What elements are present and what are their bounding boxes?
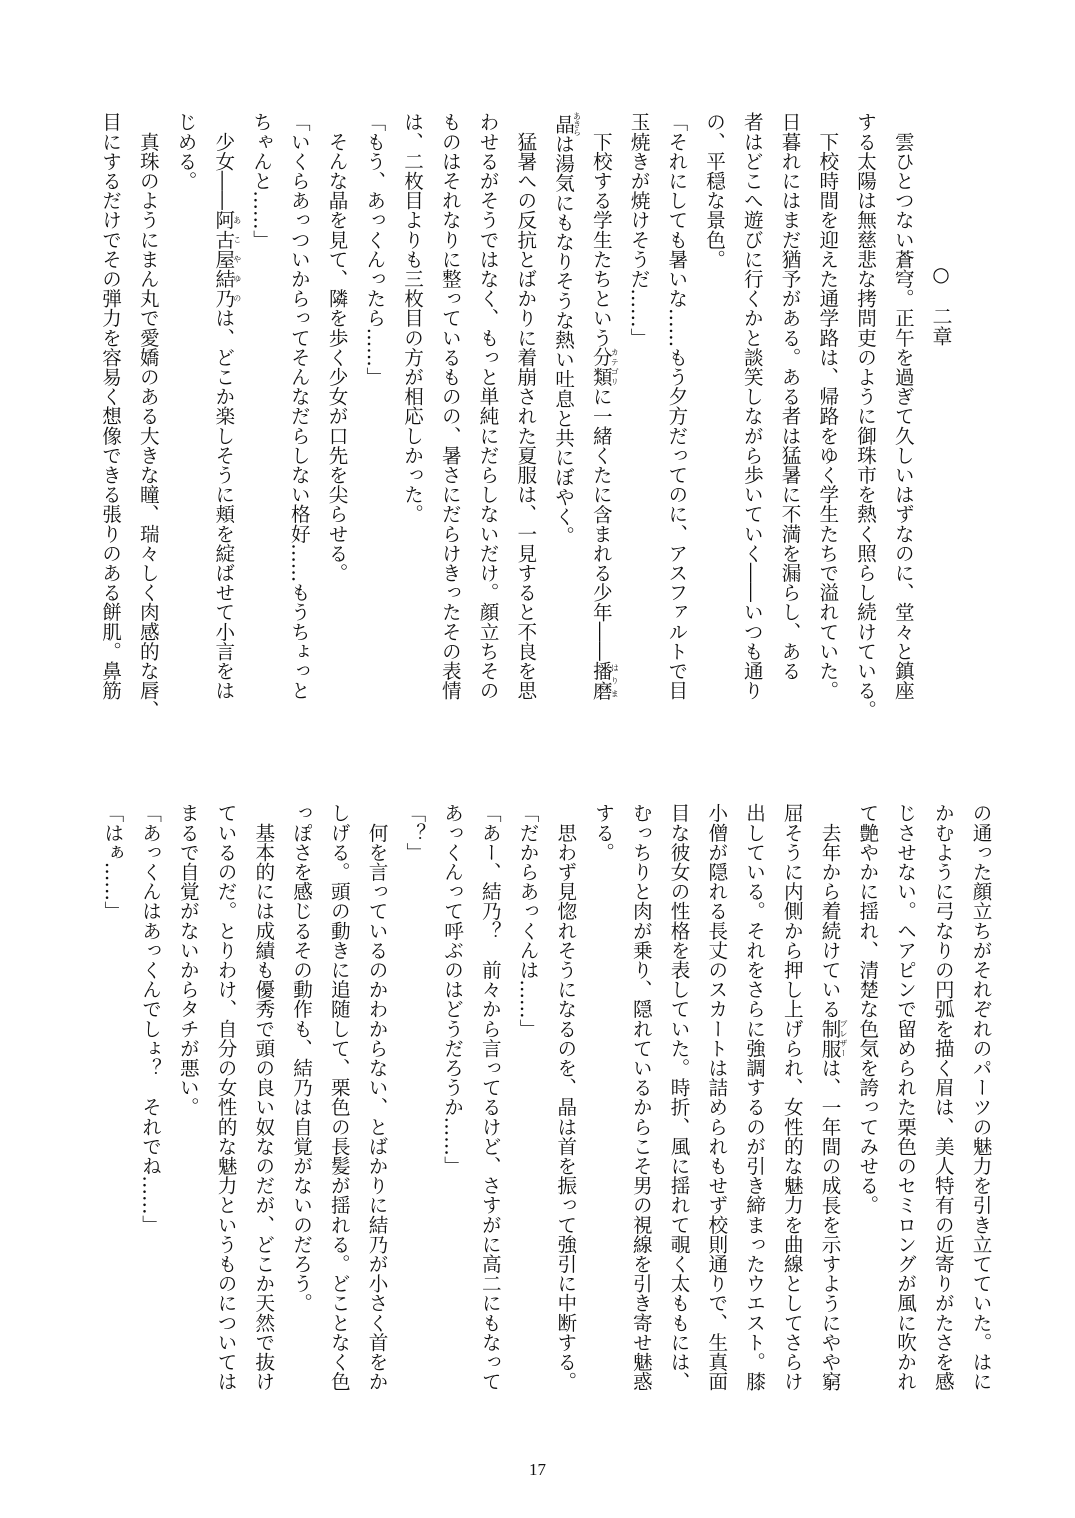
text-segment: 日暮れにはまだ猶予がある。ある者は猛暑に不満を漏らし、ある [778, 112, 801, 681]
ruby-word [211, 210, 242, 308]
text-line [431, 112, 469, 724]
text-segment: 雲ひとつない蒼穹。正午を過ぎて久しいはずなのに、堂々と鎮座 [891, 112, 915, 700]
text-segment: の通った顔立ちがそれぞれのパーツの魅力を引き立てていた。はに [969, 803, 992, 1391]
ruby-word [551, 112, 582, 136]
ruby-word [589, 347, 620, 387]
text-line [961, 803, 999, 1415]
text-line [695, 112, 733, 724]
text-segment: 「もう、あっくんったら……」 [362, 112, 386, 387]
text-line [544, 112, 582, 724]
text-line [282, 803, 320, 1415]
text-line [848, 803, 886, 1415]
text-line [204, 112, 242, 724]
text-line [924, 803, 962, 1415]
text-segment: 基本的には成績も優秀で頭の良い奴なのだが、どこか天然で抜け [251, 803, 275, 1391]
text-line [91, 112, 129, 724]
text-line [93, 803, 131, 1415]
text-segment: っぽさを感じるその動作も、結乃は自覚がないのだろう。 [289, 803, 313, 1313]
text-segment: する太陽は無慈悲な拷問吏のように御珠市を熱く照らし続けている。 [853, 112, 877, 720]
text-segment: 「？」 [402, 803, 426, 862]
text-line [735, 803, 773, 1415]
text-segment: 少女―― [211, 112, 235, 210]
text-segment: 「あー、結乃？ 前々から言ってるけど、さすがに高二にもなって [478, 803, 502, 1391]
text-line [697, 803, 735, 1415]
ruby-word [589, 660, 620, 700]
text-segment: わせるがそうではなく、もっと単純にだらしないだけ。顔立ちその [476, 112, 499, 700]
text-line [206, 803, 244, 1415]
text-segment: 「いくらあっついからってそんなだらしない格好……もうちょっと [287, 112, 311, 700]
text-line [773, 803, 811, 1415]
text-segment: じめる。 [174, 112, 197, 191]
ruby-reading: カテゴリ [610, 347, 620, 387]
text-segment: ているのだ。とりわけ、自分の女性的な魅力というものについては [214, 803, 237, 1391]
text-line [733, 112, 771, 724]
ruby-base: 阿古屋結乃 [211, 210, 235, 308]
ruby-base: 晶 [551, 112, 575, 136]
ruby-base: 播磨 [589, 660, 613, 700]
text-segment: は、一年間の成長を示すようにやや窮 [818, 1057, 841, 1392]
text-line [546, 803, 584, 1415]
text-segment: 玉焼きが焼けそうだ……」 [627, 112, 650, 348]
text-line [506, 112, 544, 724]
text-line [582, 112, 620, 724]
ruby-base: 制服 [818, 1018, 841, 1058]
text-segment: 真珠のようにまん丸で愛嬌のある大きな瞳、瑞々しく肉感的な唇、 [136, 112, 160, 720]
text-segment: 思わず見惚れそうになるのを、晶は首を振って強引に中断する。 [553, 803, 577, 1391]
text-segment: て艶やかに揺れ、清楚な色気を誇ってみせる。 [855, 803, 879, 1215]
text-segment: まるで自覚がないからタチが悪い。 [176, 803, 200, 1117]
text-segment: 者はどこへ遊びに行くかと談笑しながら歩いていく――いつも通り [740, 112, 764, 700]
text-line [468, 112, 506, 724]
text-line [846, 112, 884, 724]
text-line [619, 112, 657, 724]
ruby-reading: あきら [572, 112, 582, 136]
text-block-top [91, 112, 959, 724]
ruby-reading: あこやゆの [232, 210, 242, 308]
text-segment: かむように弓なりの円弧を描く眉は、美人特有の近寄りがたさを感 [931, 803, 955, 1391]
text-line [471, 803, 509, 1415]
ruby-reading: はりま [610, 660, 620, 700]
text-segment: は、どこか楽しそうに頬を綻ばせて小言をは [211, 308, 235, 700]
text-line [169, 803, 207, 1415]
text-line [317, 112, 355, 724]
text-line [622, 803, 660, 1415]
text-line [280, 112, 318, 724]
text-segment: 猛暑への反抗とばかりに着崩された夏服は、一見すると不良を思 [513, 112, 537, 700]
ruby-word [818, 1018, 848, 1058]
text-segment: 下校時間を迎えた通学路は、帰路をゆく学生たちで溢れていた。 [815, 112, 839, 700]
text-segment: は、二枚目よりも三枚目の方が相応しかった。 [400, 112, 424, 524]
text-segment: しげる。頭の動きに追随して、栗色の長髪が揺れる。どことなく色 [327, 803, 351, 1391]
text-segment: そんな晶を見て、隣を歩く少女が口先を尖らせる。 [325, 112, 348, 583]
text-segment: は湯気にもなりそうな熱い吐息と共にぼやく。 [551, 133, 575, 546]
text-segment: 「はぁ……」 [100, 803, 124, 921]
text-line [810, 803, 848, 1415]
text-line [433, 803, 471, 1415]
text-line [886, 803, 924, 1415]
text-segment: 目にするだけでその弾力を容易く想像できる張りのある餅肌。鼻筋 [98, 112, 122, 700]
text-segment: 下校する学生たちという [589, 112, 613, 348]
chapter-heading: ○ 二章 [929, 262, 953, 346]
text-segment: ものはそれなりに整っているものの、暑さにだらけきったその表情 [438, 112, 462, 700]
text-line [244, 803, 282, 1415]
text-segment: 屈そうに内側から押し上げられ、女性的な魅力を曲線としてさらけ [780, 803, 804, 1391]
text-line [355, 112, 393, 724]
text-line [508, 803, 546, 1415]
text-block-bottom [93, 803, 999, 1415]
text-line [166, 112, 204, 724]
text-line [129, 112, 167, 724]
text-line [808, 112, 846, 724]
text-segment: 去年から着続けている [818, 803, 841, 1019]
text-line [242, 112, 280, 724]
text-segment: ちゃんと……」 [249, 112, 273, 250]
text-line [320, 803, 358, 1415]
text-segment: むっちりと肉が乗り、隠れているからこそ男の視線を引き寄せ魅惑 [629, 803, 653, 1391]
text-segment: 「それにしても暑いな……もう夕方だってのに、アスファルトで目 [664, 112, 688, 700]
text-segment: 出している。それをさらに強調するのが引き締まったウエスト。膝 [742, 803, 766, 1391]
text-segment: あっくんって呼ぶのはどうだろうか……」 [440, 803, 464, 1176]
page-number: 17 [529, 1460, 546, 1479]
text-line [884, 112, 922, 724]
text-line [395, 803, 433, 1415]
text-segment: 何を言っているのかわからない、とばかりに結乃が小さく首をか [365, 803, 388, 1391]
text-line [393, 112, 431, 724]
text-line [131, 803, 169, 1415]
text-segment: に一緒くたに含まれる少年―― [589, 386, 613, 661]
text-segment: 目な彼女の性格を表していた。時折、風に揺れて覗く太ももには、 [667, 803, 690, 1391]
text-line [659, 803, 697, 1415]
text-line [357, 803, 395, 1415]
text-segment: の、平穏な景色。 [702, 112, 726, 269]
text-segment: 小僧が隠れる長丈のスカートは詰められもせず校則通りで、生真面 [704, 803, 728, 1391]
text-segment: 「あっくんはあっくんでしょ？ それでね……」 [138, 803, 162, 1235]
text-segment: 「だからあっくんは……」 [516, 803, 539, 1039]
ruby-reading: ブレザー [839, 1018, 848, 1058]
text-segment: じさせない。ヘアピンで留められた栗色のセミロングが風に吹かれ [893, 803, 917, 1391]
text-segment: する。 [591, 803, 615, 862]
text-line [657, 112, 695, 724]
text-line [584, 803, 622, 1415]
ruby-base: 分類 [589, 347, 613, 387]
text-line [770, 112, 808, 724]
